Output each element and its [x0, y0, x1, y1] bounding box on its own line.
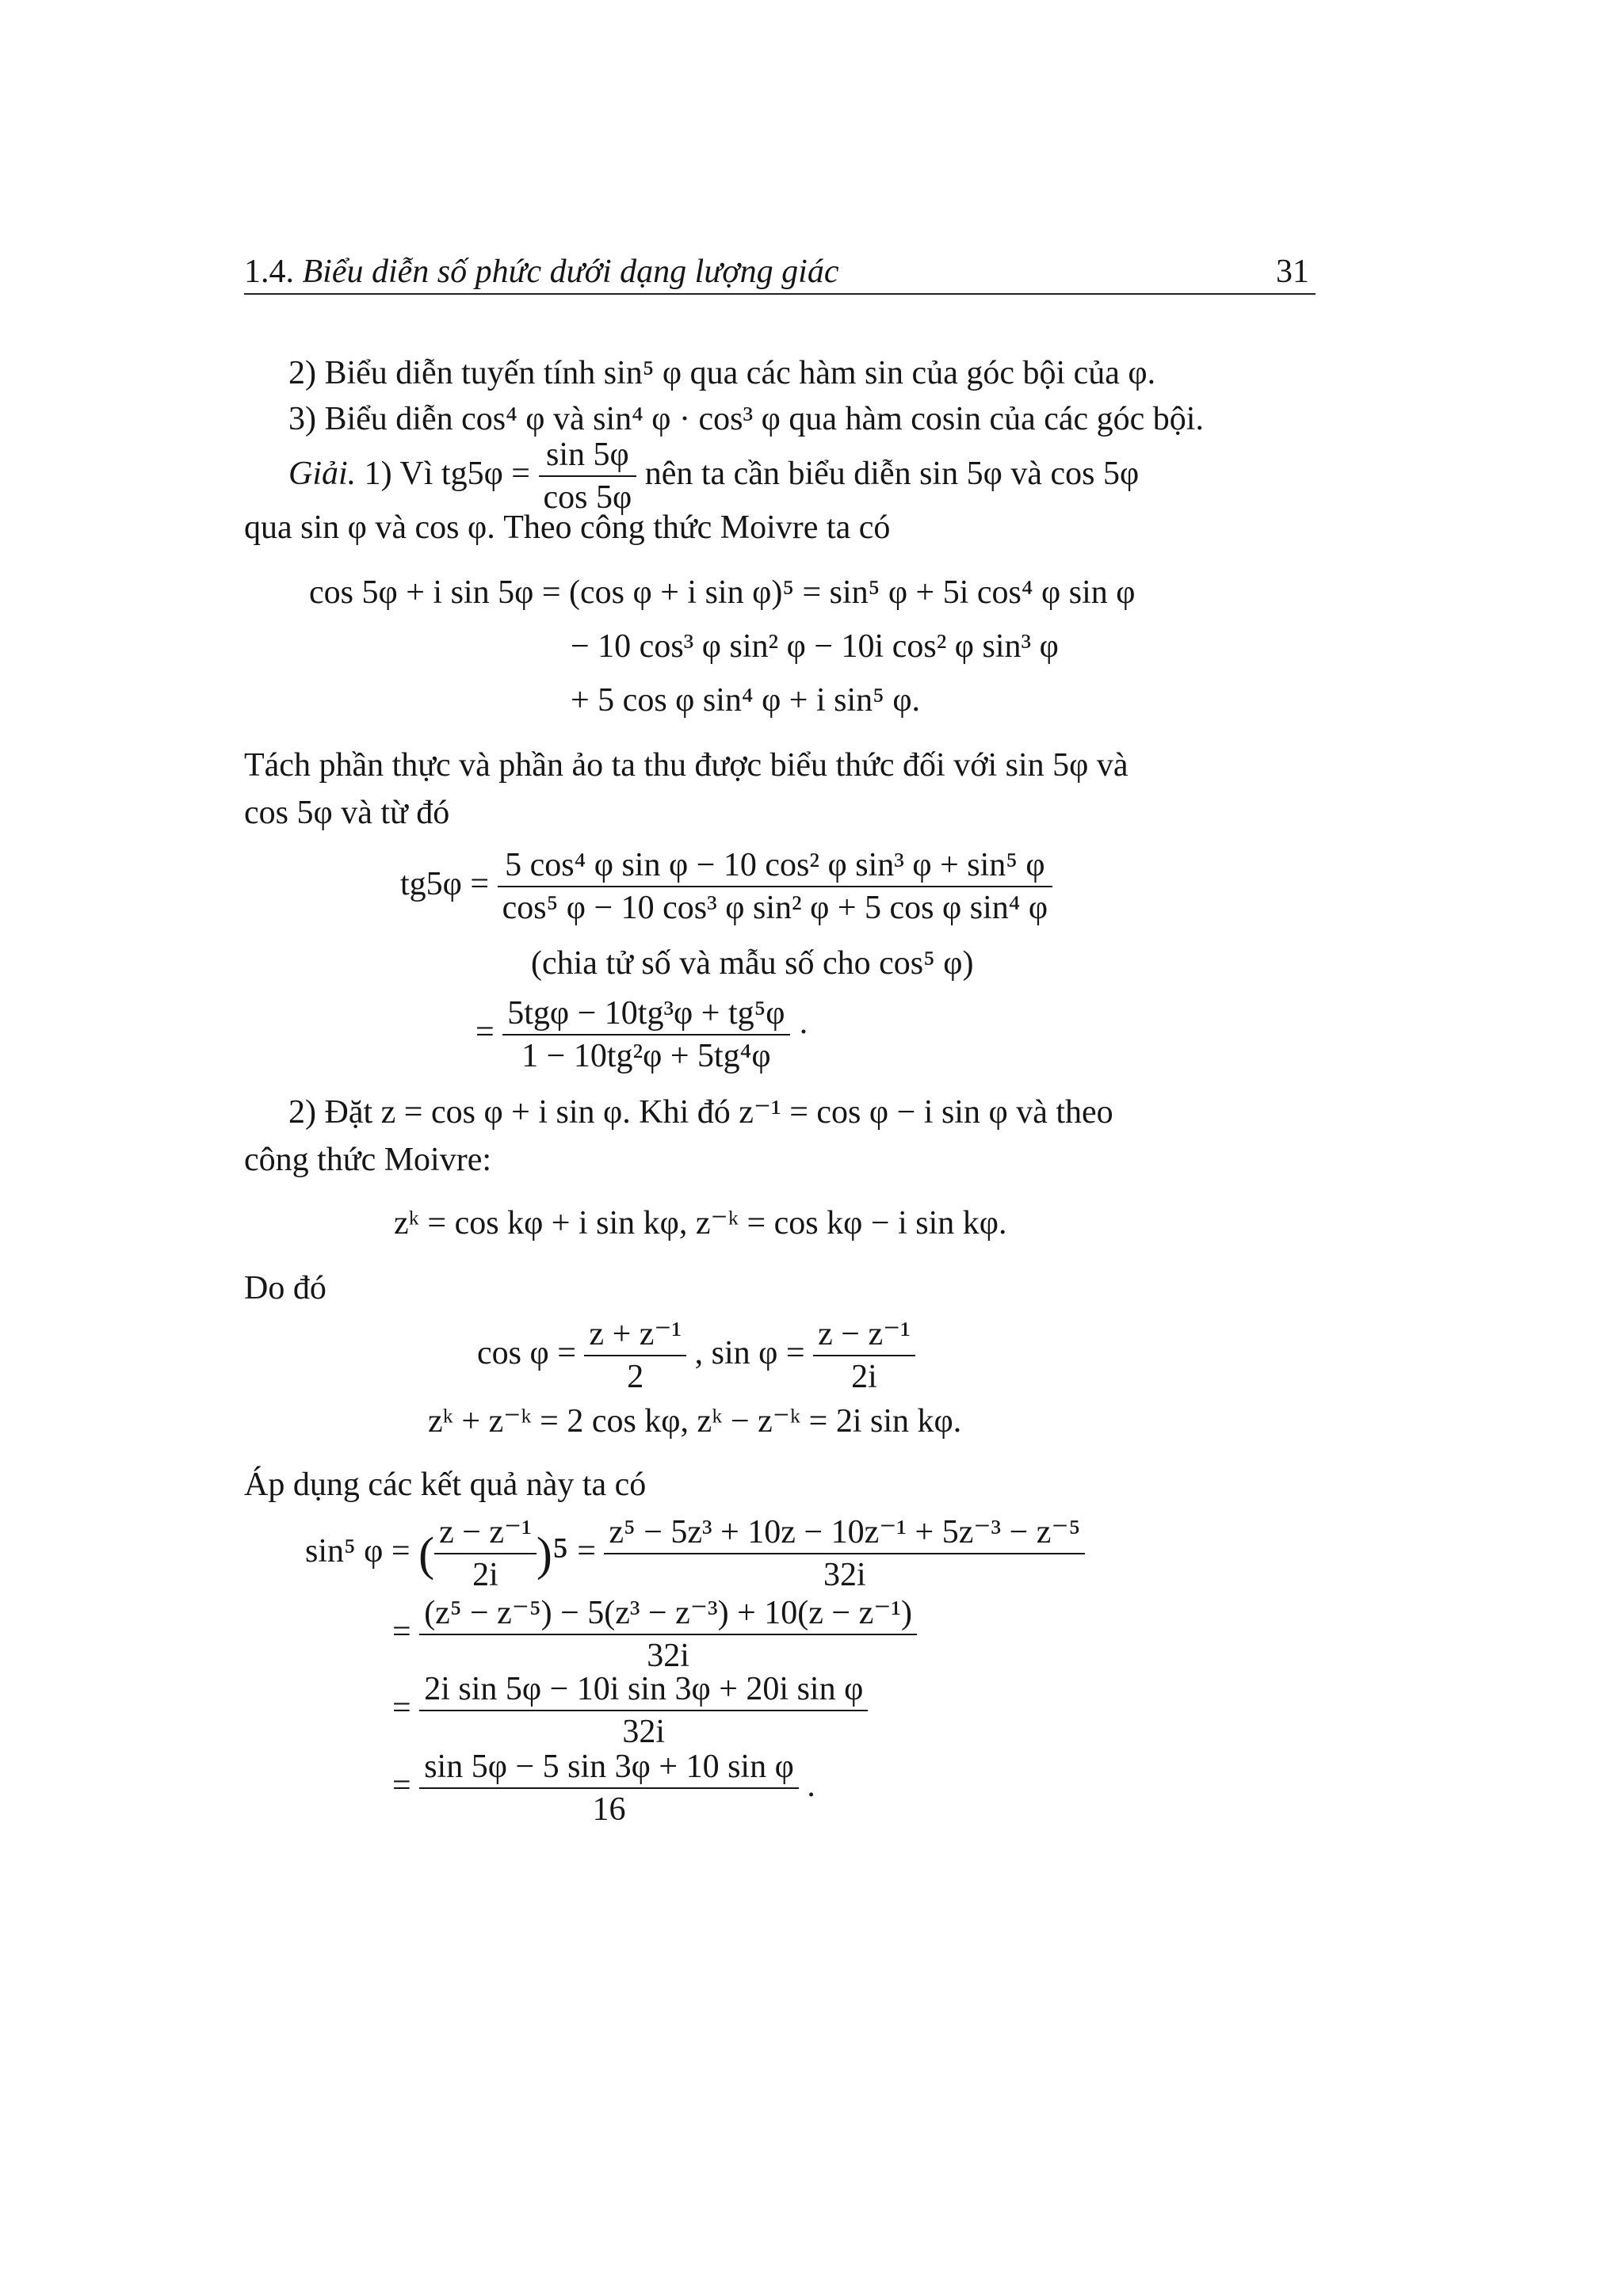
- moivre-expansion-line-2: − 10 cos³ φ sin² φ − 10i cos² φ sin³ φ: [571, 628, 1059, 665]
- moivre-expansion-line-3: + 5 cos φ sin⁴ φ + i sin⁵ φ.: [571, 682, 921, 719]
- sin5-line-3: [392, 1670, 868, 1752]
- problem-part-2: 2) Biểu diễn tuyến tính sin⁵ φ qua các hàm sin của góc bội của φ.: [288, 355, 1156, 391]
- tg-definition-fraction: [539, 436, 637, 517]
- section-title: Biểu diễn số phức dưới dạng lượng giác: [302, 254, 839, 290]
- fraction-denominator: cos 5φ: [543, 479, 632, 517]
- sin5-lhs: sin⁵ φ =: [305, 1532, 411, 1569]
- sin-fraction: [813, 1315, 915, 1397]
- sin5-denominator-1: 32i: [823, 1557, 866, 1594]
- tg5-simplified: [475, 994, 809, 1076]
- part-2-text-2: công thức Moivre:: [244, 1142, 492, 1178]
- section-number: 1.4.: [244, 254, 294, 290]
- problem-part-3: 3) Biểu diễn cos⁴ φ và sin⁴ φ · cos³ φ qua hàm cosin của các góc bội.: [288, 401, 1204, 437]
- sin5-inner-numerator: z − z⁻¹: [434, 1513, 537, 1554]
- sin5-fraction-4: [419, 1748, 799, 1829]
- sin5-denominator-4: 16: [592, 1791, 626, 1829]
- zk-moivre-formula: zᵏ = cos kφ + i sin kφ, z⁻ᵏ = cos kφ − i sin kφ.: [394, 1205, 1007, 1241]
- tg5-end-dot: ·: [798, 1013, 810, 1051]
- tg5-formula: [400, 846, 1052, 928]
- cos-denominator: 2: [627, 1359, 644, 1396]
- sin5-numerator-4: sin 5φ − 5 sin 3φ + 10 sin φ: [419, 1748, 799, 1789]
- part-2-text-1: 2) Đặt z = cos φ + i sin φ. Khi đó z⁻¹ = cos φ − i sin φ và theo: [288, 1094, 1113, 1131]
- sin5-numerator-3: 2i sin 5φ − 10i sin 3φ + 20i sin φ: [419, 1670, 868, 1711]
- equals-sign: =: [392, 1689, 411, 1726]
- sin5-inner-denominator: 2i: [472, 1557, 498, 1594]
- tg5-simplified-denominator: 1 − 10tg²φ + 5tg⁴φ: [521, 1038, 771, 1075]
- sin5-line-2: [392, 1594, 917, 1676]
- equals-sign: =: [392, 1613, 411, 1650]
- solution-label: Giải.: [288, 455, 357, 492]
- separation-text-1: Tách phần thực và phần ảo ta thu được biểu thức đối với sin 5φ và: [244, 747, 1128, 784]
- sin5-fraction-1: [604, 1513, 1085, 1595]
- sin5-numerator-2: (z⁵ − z⁻⁵) − 5(z³ − z⁻³) + 10(z − z⁻¹): [419, 1594, 917, 1635]
- zk-sum-difference: zᵏ + z⁻ᵏ = 2 cos kφ, zᵏ − z⁻ᵏ = 2i sin kφ.: [428, 1403, 962, 1440]
- cos-lhs: cos φ =: [477, 1334, 576, 1371]
- sin5-line-4: [392, 1748, 815, 1829]
- tg5-numerator: 5 cos⁴ φ sin φ − 10 cos² φ sin³ φ + sin⁵ φ: [498, 846, 1053, 887]
- tg5-note: (chia tử số và mẫu số cho cos⁵ φ): [531, 945, 974, 982]
- cos-numerator: z + z⁻¹: [584, 1315, 686, 1356]
- header-title: [244, 252, 838, 292]
- tg5-denominator: cos⁵ φ − 10 cos³ φ sin² φ + 5 cos φ sin⁴ φ: [502, 890, 1048, 927]
- intro-text-a: 1) Vì tg5φ =: [364, 455, 530, 492]
- cos-sin-formulas: [477, 1315, 915, 1397]
- header-rule: [244, 293, 1316, 295]
- left-paren: (: [418, 1527, 435, 1581]
- running-header: [244, 252, 1316, 292]
- sin5-denominator-3: 32i: [622, 1714, 666, 1751]
- moivre-expansion-line-1: cos 5φ + i sin 5φ = (cos φ + i sin φ)⁵ = sin⁵ φ + 5i cos⁴ φ sin φ: [309, 574, 1136, 611]
- sin5-fraction-2: [419, 1594, 917, 1676]
- fraction-numerator: sin 5φ: [539, 436, 637, 477]
- sin5-line-1: [305, 1513, 1085, 1595]
- tg5-lhs: tg5φ =: [400, 865, 490, 902]
- sin5-end-dot: .: [807, 1767, 815, 1804]
- sin5-inner-fraction: [434, 1513, 537, 1595]
- equals-sign: =: [475, 1013, 495, 1051]
- intro-text-b: nên ta cần biểu diễn sin 5φ và cos 5φ: [644, 455, 1140, 492]
- sin5-numerator-1: z⁵ − 5z³ + 10z − 10z⁻¹ + 5z⁻³ − z⁻⁵: [604, 1513, 1085, 1554]
- equals-sign: =: [577, 1532, 596, 1569]
- sin5-denominator-2: 32i: [647, 1638, 689, 1675]
- sin5-fraction-3: [419, 1670, 868, 1752]
- cos-fraction: [584, 1315, 686, 1397]
- sin-numerator: z − z⁻¹: [813, 1315, 915, 1356]
- apply-text: Áp dụng các kết quả này ta có: [244, 1466, 647, 1503]
- equals-sign: =: [392, 1767, 411, 1804]
- right-paren-power: )⁵: [536, 1527, 569, 1581]
- tg5-simplified-numerator: 5tgφ − 10tg³φ + tg⁵φ: [502, 994, 789, 1035]
- tg5-fraction: [498, 846, 1053, 928]
- sin-lhs: , sin φ =: [694, 1334, 805, 1371]
- do-do-text: Do đó: [244, 1270, 327, 1306]
- page-number: 31: [1276, 254, 1309, 290]
- solution-intro: [288, 436, 1139, 517]
- separation-text-2: cos 5φ và từ đó: [244, 795, 450, 831]
- tg5-simplified-fraction: [502, 994, 789, 1076]
- intro-text-c: qua sin φ và cos φ. Theo công thức Moivre ta có: [244, 509, 891, 546]
- sin-denominator: 2i: [851, 1359, 877, 1396]
